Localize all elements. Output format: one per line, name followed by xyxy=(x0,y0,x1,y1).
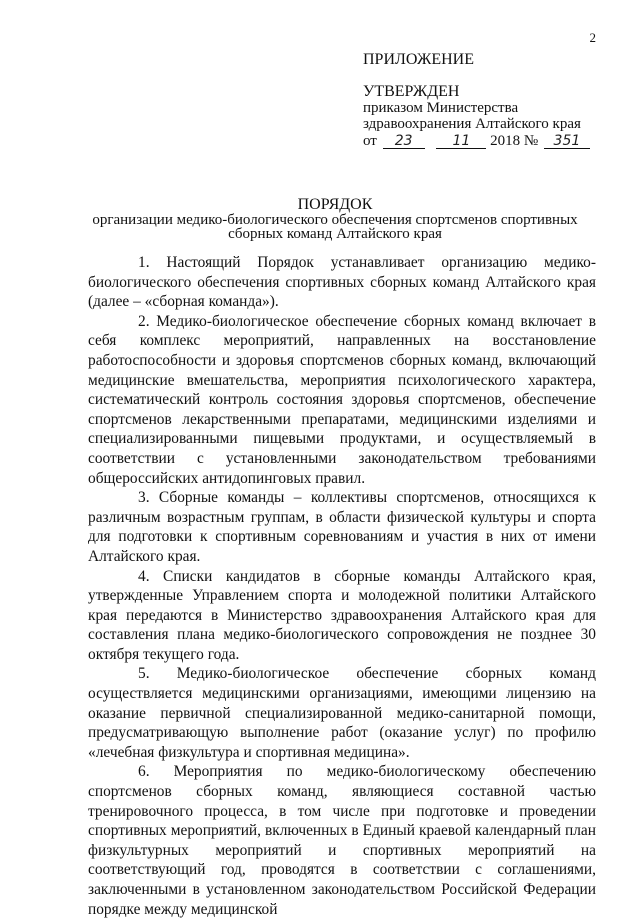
document-subtitle-line-2: сборных команд Алтайского края xyxy=(228,226,442,242)
handwritten-month: 11 xyxy=(436,134,486,149)
document-title: ПОРЯДОК xyxy=(297,196,373,213)
paragraph-1: 1. Настоящий Порядок устанавливает организацию медико-биологического обеспечения спортивных сборных команд Алтайского края (далее – «сборная команда»). xyxy=(88,254,596,311)
appendix-label: ПРИЛОЖЕНИЕ xyxy=(363,51,475,68)
approval-block xyxy=(363,52,613,149)
document-subtitle-line-1: организации медико-биологического обеспечения спортсменов спортивных xyxy=(92,212,578,228)
document-title-block xyxy=(70,198,600,241)
paragraph-3: 3. Сборные команды – коллективы спортсменов, относящихся к различным возрастным группам, в области физической культуры и спорта для подготовки к спортивным соревнованиям и участия в них от имени Алтайского края. xyxy=(88,489,596,565)
date-year: 2018 № xyxy=(490,133,539,149)
paragraph-5: 5. Медико-биологическое обеспечение сборных команд осуществляется медицинскими организациями, имеющими лицензию на оказание первичной специализированной медико-санитарной помощи, предусматривающую выполнение работ (оказание услуг) по профилю «лечебная физкультура и спортивная медицина». xyxy=(88,665,596,761)
order-line-1: приказом Министерства xyxy=(363,100,519,116)
order-date-line xyxy=(363,133,613,149)
handwritten-order-number: 351 xyxy=(544,134,590,149)
paragraph-6: 6. Мероприятия по медико-биологическому обеспечению спортсменов сборных команд, являющиеся составной частью тренировочного процесса, в том числе при подготовке и проведении спортивных мероприятий, включенных в Единый краевой календарный план физкультурных мероприятий и спортивных мероприятий на соответствующий год, проводятся в соответствии с соглашениями, заключенными в установленном законодательством Российской Федерации порядке между медицинской xyxy=(88,763,596,918)
paragraph-4: 4. Списки кандидатов в сборные команды Алтайского края, утвержденные Управлением спорта и молодежной политики Алтайского края передаются в Министерство здравоохранения Алтайского края для составления плана медико-биологического сопровождения не позднее 30 октября текущего года. xyxy=(88,567,596,663)
page-number: 2 xyxy=(589,30,596,45)
handwritten-day: 23 xyxy=(383,134,425,149)
approved-label: УТВЕРЖДЕН xyxy=(363,83,460,100)
document-body xyxy=(88,253,596,919)
order-line-2: здравоохранения Алтайского края xyxy=(363,116,581,132)
paragraph-2: 2. Медико-биологическое обеспечение сборных команд включает в себя комплекс мероприятий, направленных на восстановление работоспособности и здоровья спортсменов сборных команд, включающий медицинские вмешательства, мероприятия психологического характера, систематический контроль состояния здоровья спортсменов, обеспечение спортсменов лекарственными препаратами, медицинскими изделиями и специализированными пищевыми продуктами, и осуществляемый в соответствии с установленными законодательством требованиями общероссийских антидопинговых правил. xyxy=(88,312,596,487)
date-prefix: от xyxy=(363,133,377,149)
